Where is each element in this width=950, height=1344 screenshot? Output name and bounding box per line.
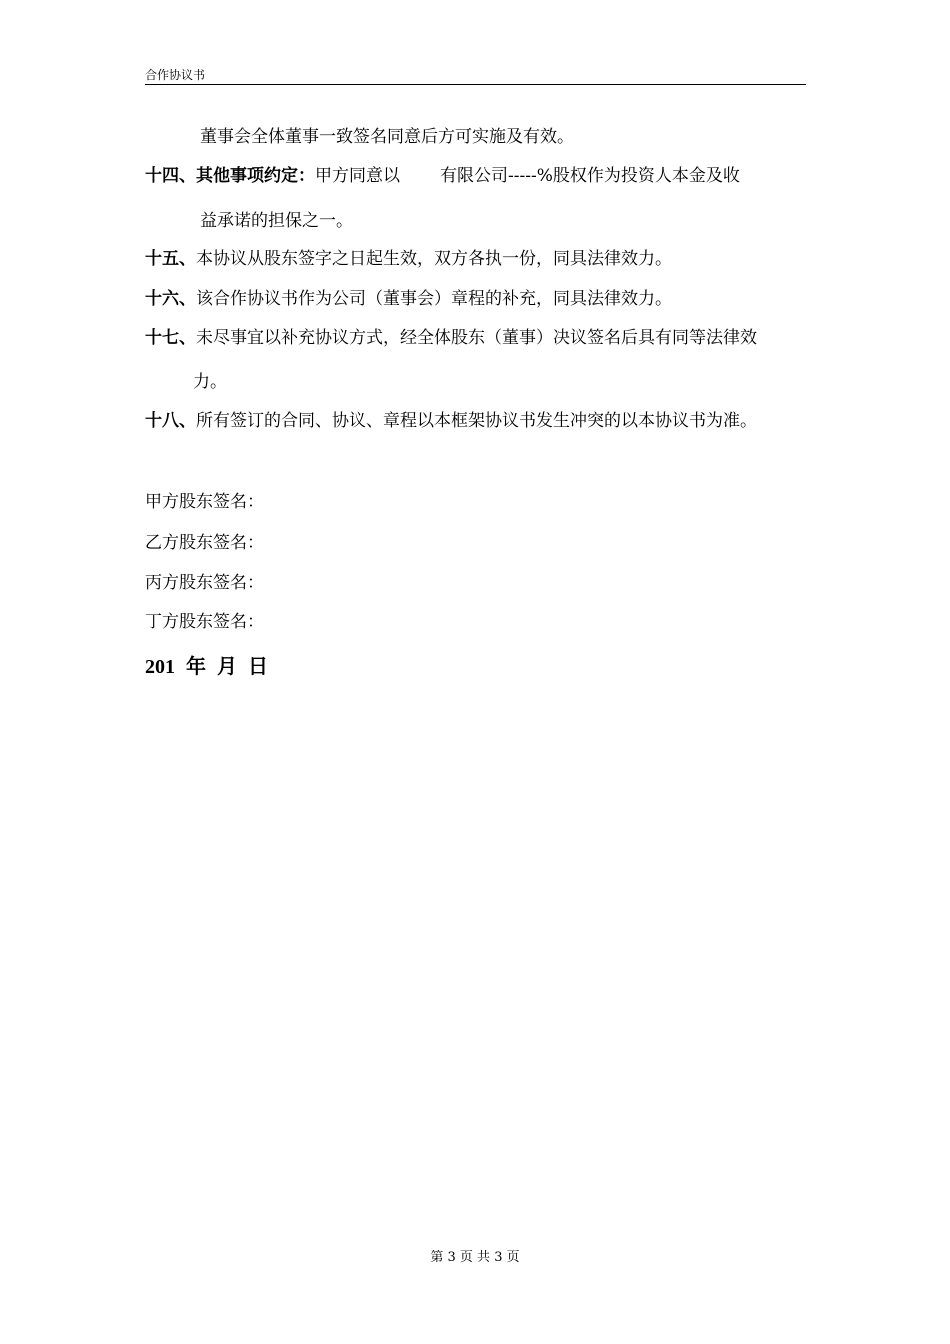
clause-15	[145, 247, 672, 271]
clause-16-number: 十六、	[145, 289, 196, 309]
date-year-label: 年	[186, 656, 206, 678]
signature-party-a: 甲方股东签名：	[145, 492, 264, 512]
page-footer-number: 第 3 页 共 3 页	[430, 1250, 520, 1265]
date-day-label: 日	[248, 656, 268, 678]
clause-15-text: 本协议从股东签字之日起生效，双方各执一份，同具法律效力。	[196, 249, 672, 269]
clause-16	[145, 287, 672, 311]
clause-14-title: 其他事项约定：	[196, 166, 315, 186]
clause-14-text-a: 甲方同意以	[315, 166, 400, 186]
signature-party-b: 乙方股东签名：	[145, 533, 264, 553]
signature-party-d: 丁方股东签名：	[145, 612, 264, 632]
signing-date	[145, 650, 274, 679]
clause-18-text: 所有签订的合同、协议、章程以本框架协议书发生冲突的以本协议书为准。	[196, 411, 757, 431]
clause-14-continuation: 益承诺的担保之一。	[200, 211, 353, 231]
clause-14	[145, 164, 740, 188]
clause-16-text: 该合作协议书作为公司（董事会）章程的补充，同具法律效力。	[196, 289, 672, 309]
clause-17-number: 十七、	[145, 328, 196, 348]
header-rule	[145, 84, 806, 85]
page-header-title: 合作协议书	[145, 68, 206, 82]
clause-17-continuation: 力。	[193, 372, 227, 392]
clause-18	[145, 409, 757, 433]
date-year-value: 201	[145, 656, 175, 678]
date-month-label: 月	[217, 656, 237, 678]
clause-18-number: 十八、	[145, 411, 196, 431]
clause-14-text-b: 有限公司-----%股权作为投资人本金及收	[440, 166, 740, 186]
clause-15-number: 十五、	[145, 249, 196, 269]
clause-17-text: 未尽事宜以补充协议方式，经全体股东（董事）决议签名后具有同等法律效	[196, 328, 757, 348]
signature-party-c: 丙方股东签名：	[145, 573, 264, 593]
clause-17	[145, 326, 757, 350]
clause-13-continuation: 董事会全体董事一致签名同意后方可实施及有效。	[200, 127, 574, 147]
clause-14-number: 十四、	[145, 166, 196, 186]
